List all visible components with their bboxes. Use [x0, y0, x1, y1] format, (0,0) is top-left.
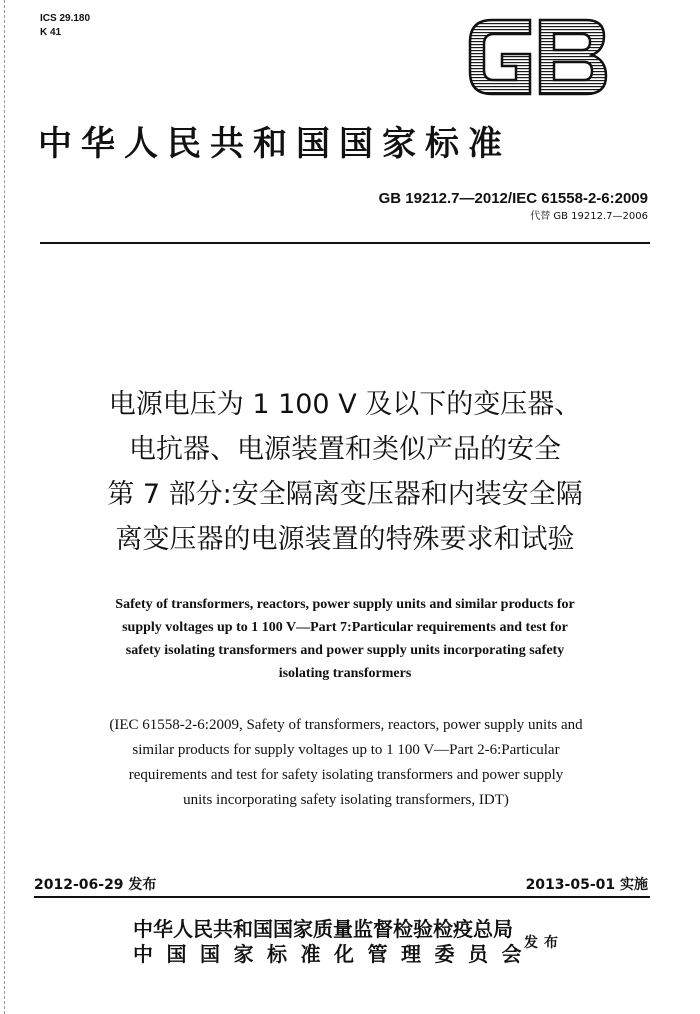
- chinese-title-line: 离变压器的电源装置的特殊要求和试验: [115, 524, 575, 555]
- publish-date: 2012-06-29 发布: [34, 877, 157, 893]
- english-title-line: isolating transformers: [278, 666, 412, 681]
- issued-label: 发布: [524, 935, 564, 951]
- iec-reference: [36, 713, 656, 813]
- issuer-sac: 中国国家标准化管理委员会: [133, 942, 535, 966]
- english-title-line: Safety of transformers, reactors, power supply units and similar products for: [115, 597, 575, 612]
- iec-reference-line: requirements and test for safety isolating transformers and power supply: [128, 767, 564, 783]
- classification-codes: [40, 12, 90, 40]
- implement-date: 2013-05-01 实施: [525, 877, 648, 893]
- binding-edge-line: [4, 0, 6, 1014]
- footer-divider: [34, 896, 650, 898]
- standard-number: GB 19212.7—2012/IEC 61558-2-6:2009: [378, 190, 648, 207]
- gb-logo-icon: [462, 14, 612, 100]
- english-title: [50, 593, 640, 685]
- chinese-title-line: 电源电压为 1 100 V 及以下的变压器、: [108, 389, 582, 420]
- iec-reference-line: (IEC 61558-2-6:2009, Safety of transformers, reactors, power supply units and: [109, 717, 583, 733]
- ics-code: ICS 29.180: [40, 13, 91, 24]
- iec-reference-line: similar products for supply voltages up to 1 100 V—Part 2-6:Particular: [132, 742, 560, 758]
- chinese-title-line: 第 7 部分:安全隔离变压器和内装安全隔: [107, 479, 583, 510]
- chinese-title-line: 电抗器、电源装置和类似产品的安全: [129, 434, 561, 465]
- issuer-aqsiq: 中华人民共和国国家质量监督检验检疫总局: [133, 917, 513, 941]
- iec-reference-line: units incorporating safety isolating transformers, IDT): [183, 792, 509, 808]
- ccs-code: K 41: [40, 27, 62, 38]
- replaces-standard: 代替 GB 19212.7—2006: [530, 211, 648, 222]
- english-title-line: safety isolating transformers and power supply units incorporating safety: [125, 643, 565, 658]
- chinese-title: [40, 382, 650, 562]
- header-divider: [40, 242, 650, 244]
- english-title-line: supply voltages up to 1 100 V—Part 7:Particular requirements and test for: [122, 620, 568, 635]
- national-standard-title: 中华人民共和国国家标准: [38, 124, 511, 164]
